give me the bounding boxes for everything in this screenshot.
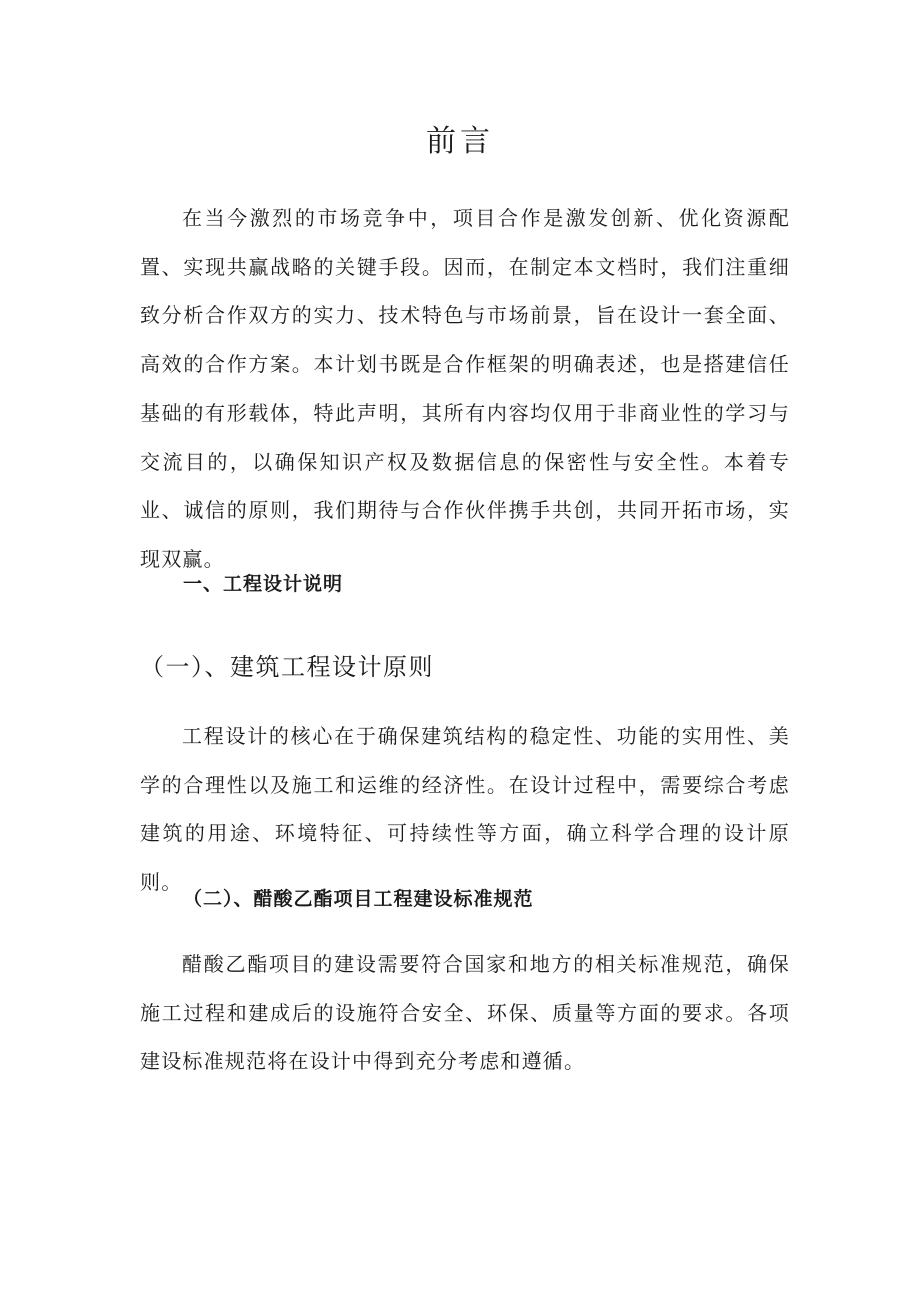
- standards-paragraph: 醋酸乙酯项目的建设需要符合国家和地方的相关标准规范，确保施工过程和建成后的设施符合安全、环保、质量等方面的要求。各项建设标准规范将在设计中得到充分考虑和遵循。: [140, 952, 790, 1074]
- intro-paragraph: 在当今激烈的市场竞争中，项目合作是激发创新、优化资源配置、实现共赢战略的关键手段。因而，在制定本文档时，我们注重细致分析合作双方的实力、技术特色与市场前景，旨在设计一套全面、高效的合作方案。本计划书既是合作框架的明确表述，也是搭建信任基础的有形载体，特此声明，其所有内容均仅用于非商业性的学习与交流目的，以确保知识产权及数据信息的保密性与安全性。本着专业、诚信的原则，我们期待与合作伙伴携手共创，共同开拓市场，实现双赢。: [140, 206, 790, 571]
- subsection-heading-standards: （二）、醋酸乙酯项目工程建设标准规范: [183, 888, 534, 910]
- subsection-heading-design-principles: （一）、建筑工程设计原则: [140, 653, 434, 681]
- design-principles-paragraph: 工程设计的核心在于确保建筑结构的稳定性、功能的实用性、美学的合理性以及施工和运维的经济性。在设计过程中，需要综合考虑建筑的用途、环境特征、可持续性等方面，确立科学合理的设计原则。: [140, 724, 790, 895]
- section-heading-engineering-design: 一、工程设计说明: [183, 573, 344, 595]
- page-title: 前言: [426, 124, 494, 159]
